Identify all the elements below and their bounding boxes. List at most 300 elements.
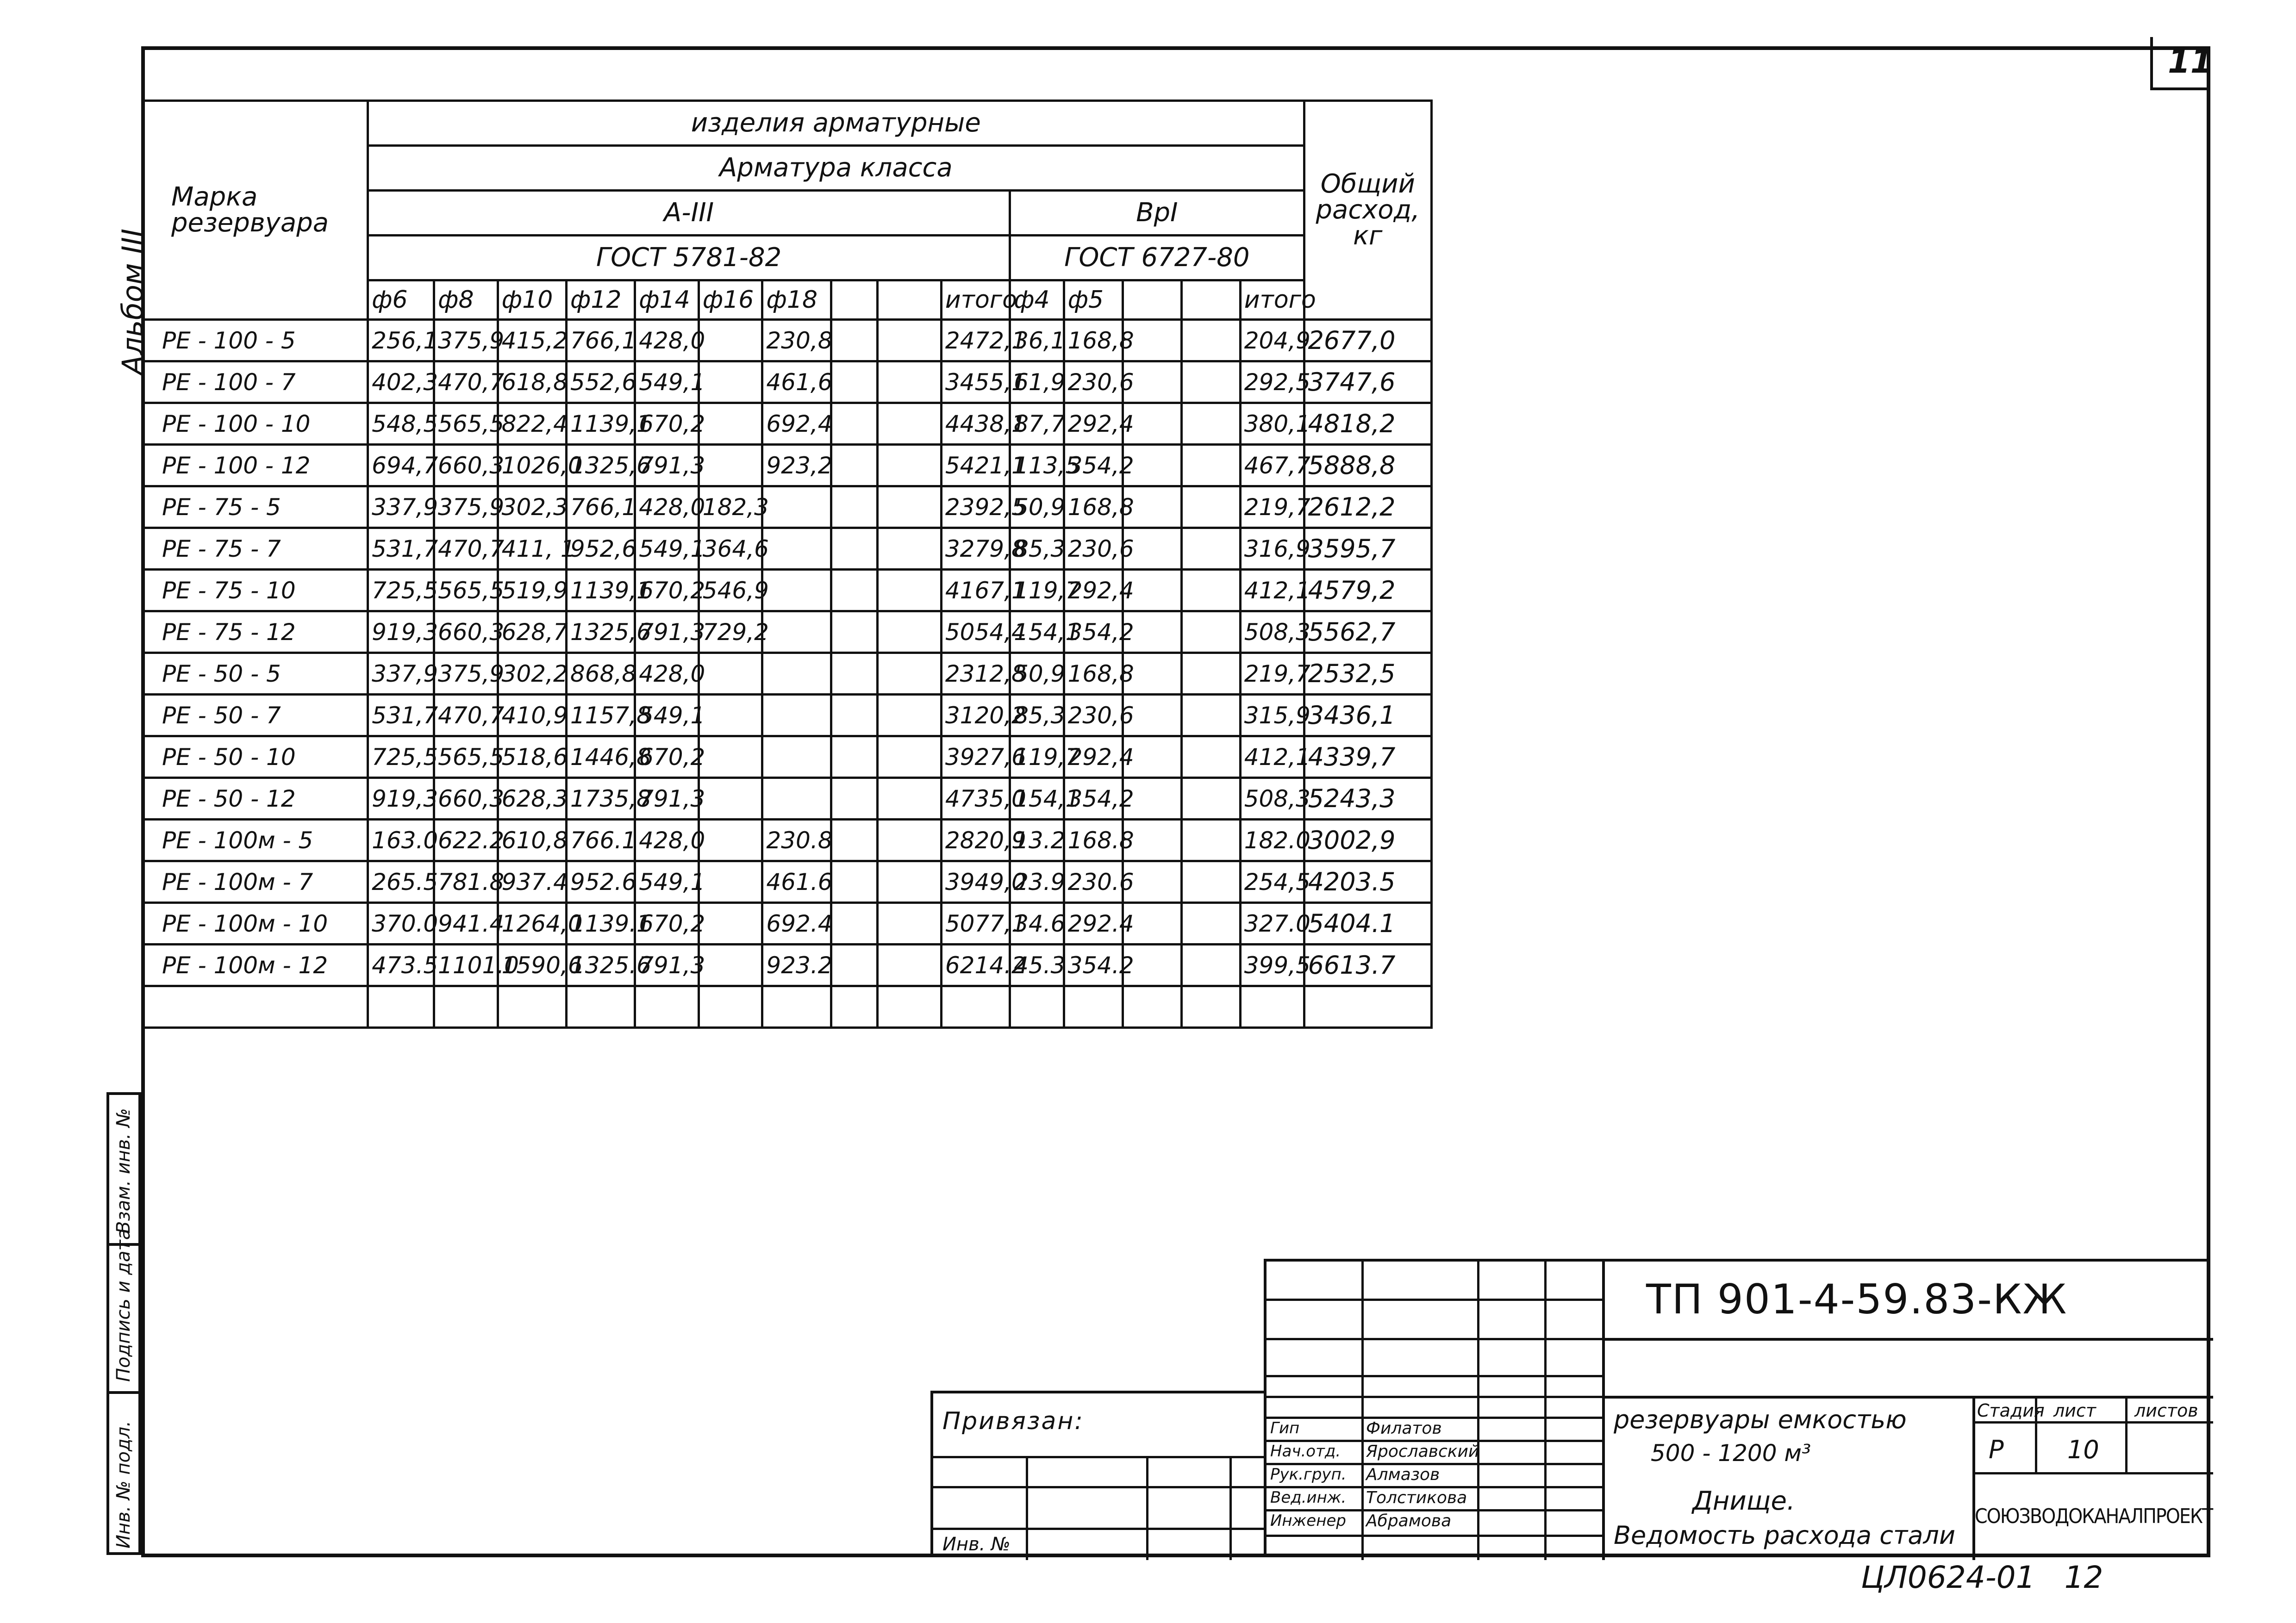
column-header <box>831 280 878 320</box>
cell-a: 473.5 <box>368 945 434 986</box>
row-mark: РЕ - 50 - 7 <box>143 695 368 736</box>
cell-b: 254,5 <box>1240 861 1304 903</box>
empty-cell <box>1304 986 1431 1028</box>
cell-a: 370.0 <box>368 903 434 945</box>
cell-a <box>699 445 762 486</box>
cell-a <box>831 445 878 486</box>
cell-b: 399,5 <box>1240 945 1304 986</box>
empty-cell <box>1123 986 1181 1028</box>
cell-a: 670,2 <box>635 403 699 445</box>
cell-a: 923,2 <box>762 445 831 486</box>
cell-a: 2472,1 <box>941 320 1010 361</box>
cell-a: 618,8 <box>498 361 566 403</box>
title-block <box>1264 1259 2213 1557</box>
cell-a: 470,7 <box>434 695 498 736</box>
cell-a: 766,1 <box>566 320 635 361</box>
cell-a <box>762 736 831 778</box>
cell-b: 354,2 <box>1064 445 1123 486</box>
table-row <box>143 445 1432 486</box>
column-header <box>1123 280 1181 320</box>
table-row <box>143 570 1432 611</box>
cell-a <box>699 820 762 861</box>
cell-a <box>878 653 942 695</box>
cell-a: 428,0 <box>635 320 699 361</box>
header-group: изделия арматурные <box>368 101 1304 146</box>
cell-b <box>1181 320 1240 361</box>
empty-cell <box>1240 986 1304 1028</box>
cell-a: 428,0 <box>635 820 699 861</box>
col-total-header: Общий расход, кг <box>1304 101 1431 320</box>
empty-cell <box>635 986 699 1028</box>
row-total: 4339,7 <box>1304 736 1431 778</box>
cell-a <box>831 611 878 653</box>
row-mark: РЕ - 100м - 12 <box>143 945 368 986</box>
cell-a <box>878 528 942 570</box>
table-row <box>143 820 1432 861</box>
cell-a <box>831 945 878 986</box>
role-name: Филатов <box>1366 1419 1442 1438</box>
cell-b: 119,7 <box>1010 570 1064 611</box>
cell-a: 2392,5 <box>941 486 1010 528</box>
cell-a: 461.6 <box>762 861 831 903</box>
empty-cell <box>762 986 831 1028</box>
cell-b <box>1181 486 1240 528</box>
cell-b <box>1181 403 1240 445</box>
table-row <box>143 945 1432 986</box>
cell-a: 791,3 <box>635 945 699 986</box>
cell-a: 565,5 <box>434 403 498 445</box>
cell-a: 1590,6 <box>498 945 566 986</box>
table-row <box>143 403 1432 445</box>
cell-a <box>878 320 942 361</box>
column-header: итого <box>1240 280 1304 320</box>
empty-cell <box>368 986 434 1028</box>
column-header: итого <box>941 280 1010 320</box>
row-total: 2677,0 <box>1304 320 1431 361</box>
cell-a: 5077,1 <box>941 903 1010 945</box>
cell-a: 302,2 <box>498 653 566 695</box>
cell-a <box>878 945 942 986</box>
cell-b: 87,7 <box>1010 403 1064 445</box>
cell-a <box>762 570 831 611</box>
column-header: ф5 <box>1064 280 1123 320</box>
cell-a: 941.4 <box>434 903 498 945</box>
cell-b: 168.8 <box>1064 820 1123 861</box>
row-mark: РЕ - 50 - 5 <box>143 653 368 695</box>
role-name: Алмазов <box>1366 1465 1440 1484</box>
table-row <box>143 486 1432 528</box>
role-label: Нач.отд. <box>1270 1442 1341 1461</box>
cell-b: 113,5 <box>1010 445 1064 486</box>
sheet-number-box <box>2150 37 2213 90</box>
cell-a: 549,1 <box>635 861 699 903</box>
table-row <box>143 361 1432 403</box>
cell-a: 470,7 <box>434 528 498 570</box>
cell-a <box>831 528 878 570</box>
cell-a: 6214.2 <box>941 945 1010 986</box>
row-mark: РЕ - 100м - 10 <box>143 903 368 945</box>
title-line-3: Днище. <box>1692 1486 1795 1516</box>
stage-label: Стадия <box>1977 1400 2045 1421</box>
row-total: 2532,5 <box>1304 653 1431 695</box>
row-mark: РЕ - 100 - 12 <box>143 445 368 486</box>
cell-a <box>831 736 878 778</box>
sheet-label: лист <box>2053 1400 2096 1421</box>
row-mark: РЕ - 50 - 10 <box>143 736 368 778</box>
row-total: 3595,7 <box>1304 528 1431 570</box>
stage-value: Р <box>1989 1435 2004 1464</box>
title-line-1: резервуары емкостью <box>1614 1405 1907 1434</box>
column-header: ф6 <box>368 280 434 320</box>
role-name: Ярославский <box>1366 1442 1479 1461</box>
cell-a: 1139.1 <box>566 903 635 945</box>
cell-a: 3279,8 <box>941 528 1010 570</box>
row-total: 2612,2 <box>1304 486 1431 528</box>
cell-a <box>831 653 878 695</box>
cell-a <box>699 320 762 361</box>
cell-a: 531,7 <box>368 695 434 736</box>
cell-a <box>831 778 878 820</box>
row-mark: РЕ - 100 - 7 <box>143 361 368 403</box>
cell-b <box>1181 570 1240 611</box>
class-b: ВрI <box>1010 191 1304 236</box>
cell-a: 2312,8 <box>941 653 1010 695</box>
cell-a: 415,2 <box>498 320 566 361</box>
cell-a: 622.2 <box>434 820 498 861</box>
empty-cell <box>831 986 878 1028</box>
row-total: 5888,8 <box>1304 445 1431 486</box>
role-label: Инженер <box>1270 1511 1346 1530</box>
cell-a: 1139,1 <box>566 403 635 445</box>
cell-a: 182,3 <box>699 486 762 528</box>
cell-a: 868,8 <box>566 653 635 695</box>
cell-b <box>1181 445 1240 486</box>
cell-b: 154,1 <box>1010 778 1064 820</box>
cell-b <box>1181 361 1240 403</box>
cell-a <box>878 570 942 611</box>
vzam-inv-label: Взам. инв. № <box>113 1108 134 1234</box>
cell-a: 163.0 <box>368 820 434 861</box>
row-total: 3436,1 <box>1304 695 1431 736</box>
cell-a: 4167,1 <box>941 570 1010 611</box>
cell-b: 219,7 <box>1240 653 1304 695</box>
cell-b: 467,7 <box>1240 445 1304 486</box>
cell-a: 694,7 <box>368 445 434 486</box>
column-header: ф10 <box>498 280 566 320</box>
cell-a: 952.6 <box>566 861 635 903</box>
cell-a <box>699 361 762 403</box>
empty-cell <box>1010 986 1064 1028</box>
cell-b <box>1181 653 1240 695</box>
gost-a: ГОСТ 5781-82 <box>368 236 1010 280</box>
title-line-4: Ведомость расхода стали <box>1614 1521 1956 1550</box>
cell-b: 354.2 <box>1064 945 1123 986</box>
cell-a <box>699 903 762 945</box>
row-total: 3747,6 <box>1304 361 1431 403</box>
cell-a: 1139,1 <box>566 570 635 611</box>
cell-a: 1157,8 <box>566 695 635 736</box>
cell-a: 3120,2 <box>941 695 1010 736</box>
empty-cell <box>434 986 498 1028</box>
cell-a: 1026,0 <box>498 445 566 486</box>
cell-a <box>762 695 831 736</box>
cell-a <box>831 861 878 903</box>
cell-b: 219,7 <box>1240 486 1304 528</box>
cell-a: 670,2 <box>635 570 699 611</box>
sheet-number: 11 <box>2168 43 2213 81</box>
cell-b <box>1181 611 1240 653</box>
row-total: 4818,2 <box>1304 403 1431 445</box>
cell-a: 548,5 <box>368 403 434 445</box>
gost-b: ГОСТ 6727-80 <box>1010 236 1304 280</box>
cell-b: 154,1 <box>1010 611 1064 653</box>
cell-a <box>762 778 831 820</box>
title-line-2: 500 - 1200 м³ <box>1651 1440 1811 1467</box>
cell-a: 518,6 <box>498 736 566 778</box>
cell-a: 230,8 <box>762 320 831 361</box>
cell-a: 1735,8 <box>566 778 635 820</box>
sheet-value: 10 <box>2067 1435 2099 1464</box>
empty-cell <box>1181 986 1240 1028</box>
cell-a <box>831 403 878 445</box>
cell-b: 119,7 <box>1010 736 1064 778</box>
cell-a: 725,5 <box>368 736 434 778</box>
column-header: ф16 <box>699 280 762 320</box>
cell-a: 256,1 <box>368 320 434 361</box>
empty-cell <box>498 986 566 1028</box>
cell-a <box>878 486 942 528</box>
role-label: Гип <box>1270 1419 1300 1437</box>
column-header: ф14 <box>635 280 699 320</box>
cell-a: 725,5 <box>368 570 434 611</box>
left-stamp <box>106 1092 141 1555</box>
cell-a: 1446,8 <box>566 736 635 778</box>
cell-b: 34.6 <box>1010 903 1064 945</box>
cell-a: 1325,6 <box>566 445 635 486</box>
row-mark: РЕ - 100м - 5 <box>143 820 368 861</box>
cell-a: 337,9 <box>368 486 434 528</box>
col-mark-header: Марка резервуара <box>143 101 368 320</box>
cell-a: 791,3 <box>635 778 699 820</box>
cell-b: 13.2 <box>1010 820 1064 861</box>
cell-b: 230,6 <box>1064 528 1123 570</box>
cell-b: 230.6 <box>1064 861 1123 903</box>
empty-cell <box>699 986 762 1028</box>
table-row <box>143 903 1432 945</box>
cell-a: 766,1 <box>566 486 635 528</box>
cell-a: 4438,1 <box>941 403 1010 445</box>
cell-a <box>831 570 878 611</box>
cell-a <box>878 736 942 778</box>
cell-a: 470,7 <box>434 361 498 403</box>
cell-b <box>1181 695 1240 736</box>
cell-b: 168,8 <box>1064 486 1123 528</box>
empty-row <box>143 986 1432 1028</box>
cell-b: 50,9 <box>1010 653 1064 695</box>
cell-a: 428,0 <box>635 486 699 528</box>
cell-a <box>699 945 762 986</box>
cell-b: 204,9 <box>1240 320 1304 361</box>
cell-a: 302,3 <box>498 486 566 528</box>
cell-a: 4735,0 <box>941 778 1010 820</box>
cell-b: 85,3 <box>1010 695 1064 736</box>
organization: СОЮЗВОДОКАНАЛПРОЕКТ <box>1975 1505 2213 1528</box>
cell-a: 919,3 <box>368 611 434 653</box>
cell-a: 549,1 <box>635 528 699 570</box>
cell-a: 692,4 <box>762 403 831 445</box>
cell-b <box>1181 778 1240 820</box>
cell-b: 230,6 <box>1064 695 1123 736</box>
cell-a: 375,9 <box>434 486 498 528</box>
row-total: 5562,7 <box>1304 611 1431 653</box>
bottom-code: ЦЛ0624-01 12 <box>1861 1560 2103 1595</box>
cell-a: 791,3 <box>635 611 699 653</box>
cell-b: 50,9 <box>1010 486 1064 528</box>
cell-b: 292,4 <box>1064 570 1123 611</box>
row-mark: РЕ - 75 - 7 <box>143 528 368 570</box>
cell-a <box>831 320 878 361</box>
cell-a <box>831 486 878 528</box>
cell-a: 660,3 <box>434 611 498 653</box>
header-class: Арматура класса <box>368 146 1304 191</box>
row-total: 4579,2 <box>1304 570 1431 611</box>
empty-cell <box>566 986 635 1028</box>
cell-a <box>699 403 762 445</box>
cell-b: 412,1 <box>1240 570 1304 611</box>
cell-b: 23.9 <box>1010 861 1064 903</box>
inv-podl-label: Инв. № подл. <box>113 1421 134 1548</box>
cell-a: 5054,4 <box>941 611 1010 653</box>
cell-a <box>762 611 831 653</box>
cell-b: 61,9 <box>1010 361 1064 403</box>
cell-b: 412,1 <box>1240 736 1304 778</box>
cell-b: 508,3 <box>1240 778 1304 820</box>
row-total: 6613.7 <box>1304 945 1431 986</box>
cell-a <box>878 403 942 445</box>
cell-a <box>699 778 762 820</box>
empty-cell <box>941 986 1010 1028</box>
podpis-label: Подпись и дата <box>113 1228 134 1382</box>
cell-a: 3949,0 <box>941 861 1010 903</box>
cell-b: 292.4 <box>1064 903 1123 945</box>
cell-a: 265.5 <box>368 861 434 903</box>
row-mark: РЕ - 75 - 10 <box>143 570 368 611</box>
role-label: Рук.груп. <box>1270 1465 1347 1484</box>
empty-cell <box>878 986 942 1028</box>
cell-b <box>1181 820 1240 861</box>
cell-a <box>762 486 831 528</box>
row-mark: РЕ - 100м - 7 <box>143 861 368 903</box>
table-row <box>143 778 1432 820</box>
table-row <box>143 861 1432 903</box>
cell-a <box>831 820 878 861</box>
cell-a: 791,3 <box>635 445 699 486</box>
cell-a: 919,3 <box>368 778 434 820</box>
cell-a <box>831 695 878 736</box>
table-row <box>143 736 1432 778</box>
row-total: 4203.5 <box>1304 861 1431 903</box>
cell-a: 1325.6 <box>566 945 635 986</box>
row-total: 5243,3 <box>1304 778 1431 820</box>
cell-a: 552,6 <box>566 361 635 403</box>
cell-a <box>878 820 942 861</box>
row-total: 5404.1 <box>1304 903 1431 945</box>
privyazan-block <box>930 1391 1264 1557</box>
cell-a <box>831 903 878 945</box>
cell-a: 610,8 <box>498 820 566 861</box>
cell-b <box>1181 736 1240 778</box>
row-mark: РЕ - 50 - 12 <box>143 778 368 820</box>
cell-a <box>878 611 942 653</box>
cell-a: 375,9 <box>434 653 498 695</box>
cell-a: 937.4 <box>498 861 566 903</box>
cell-a: 549,1 <box>635 361 699 403</box>
cell-a: 923.2 <box>762 945 831 986</box>
cell-b: 354,2 <box>1064 778 1123 820</box>
cell-b: 182.0 <box>1240 820 1304 861</box>
cell-a <box>878 695 942 736</box>
cell-b: 292,4 <box>1064 403 1123 445</box>
column-header: ф4 <box>1010 280 1064 320</box>
cell-a: 337,9 <box>368 653 434 695</box>
cell-a: 1101.0 <box>434 945 498 986</box>
empty-cell <box>1064 986 1123 1028</box>
cell-a <box>878 778 942 820</box>
cell-a: 402,3 <box>368 361 434 403</box>
cell-a: 952,6 <box>566 528 635 570</box>
cell-a <box>699 695 762 736</box>
column-header: ф18 <box>762 280 831 320</box>
column-header: ф8 <box>434 280 498 320</box>
cell-a <box>762 528 831 570</box>
role-name: Толстикова <box>1366 1488 1467 1507</box>
cell-a: 364,6 <box>699 528 762 570</box>
inv-no-label: Инв. № <box>942 1534 1011 1555</box>
class-a: А-III <box>368 191 1010 236</box>
cell-b: 292,4 <box>1064 736 1123 778</box>
cell-a: 1325,6 <box>566 611 635 653</box>
cell-a: 670,2 <box>635 736 699 778</box>
cell-b: 380,1 <box>1240 403 1304 445</box>
cell-a <box>878 861 942 903</box>
cell-a: 3455,1 <box>941 361 1010 403</box>
album-label: Альбом III <box>116 228 150 375</box>
empty-cell <box>143 986 368 1028</box>
cell-a: 1264,0 <box>498 903 566 945</box>
column-header: ф12 <box>566 280 635 320</box>
cell-a: 628,7 <box>498 611 566 653</box>
cell-b <box>1181 861 1240 903</box>
table-row <box>143 528 1432 570</box>
cell-a: 766.1 <box>566 820 635 861</box>
cell-a: 781.8 <box>434 861 498 903</box>
cell-a <box>878 903 942 945</box>
cell-b: 292,5 <box>1240 361 1304 403</box>
cell-a: 546,9 <box>699 570 762 611</box>
cell-a <box>831 361 878 403</box>
row-mark: РЕ - 100 - 5 <box>143 320 368 361</box>
cell-b: 316,9 <box>1240 528 1304 570</box>
cell-a <box>699 653 762 695</box>
cell-a: 461,6 <box>762 361 831 403</box>
cell-b: 315,9 <box>1240 695 1304 736</box>
cell-a <box>878 445 942 486</box>
column-header <box>1181 280 1240 320</box>
privyazan-label: Привязан: <box>942 1407 1084 1435</box>
cell-b: 45.3 <box>1010 945 1064 986</box>
cell-a <box>699 736 762 778</box>
role-label: Вед.инж. <box>1270 1488 1347 1507</box>
